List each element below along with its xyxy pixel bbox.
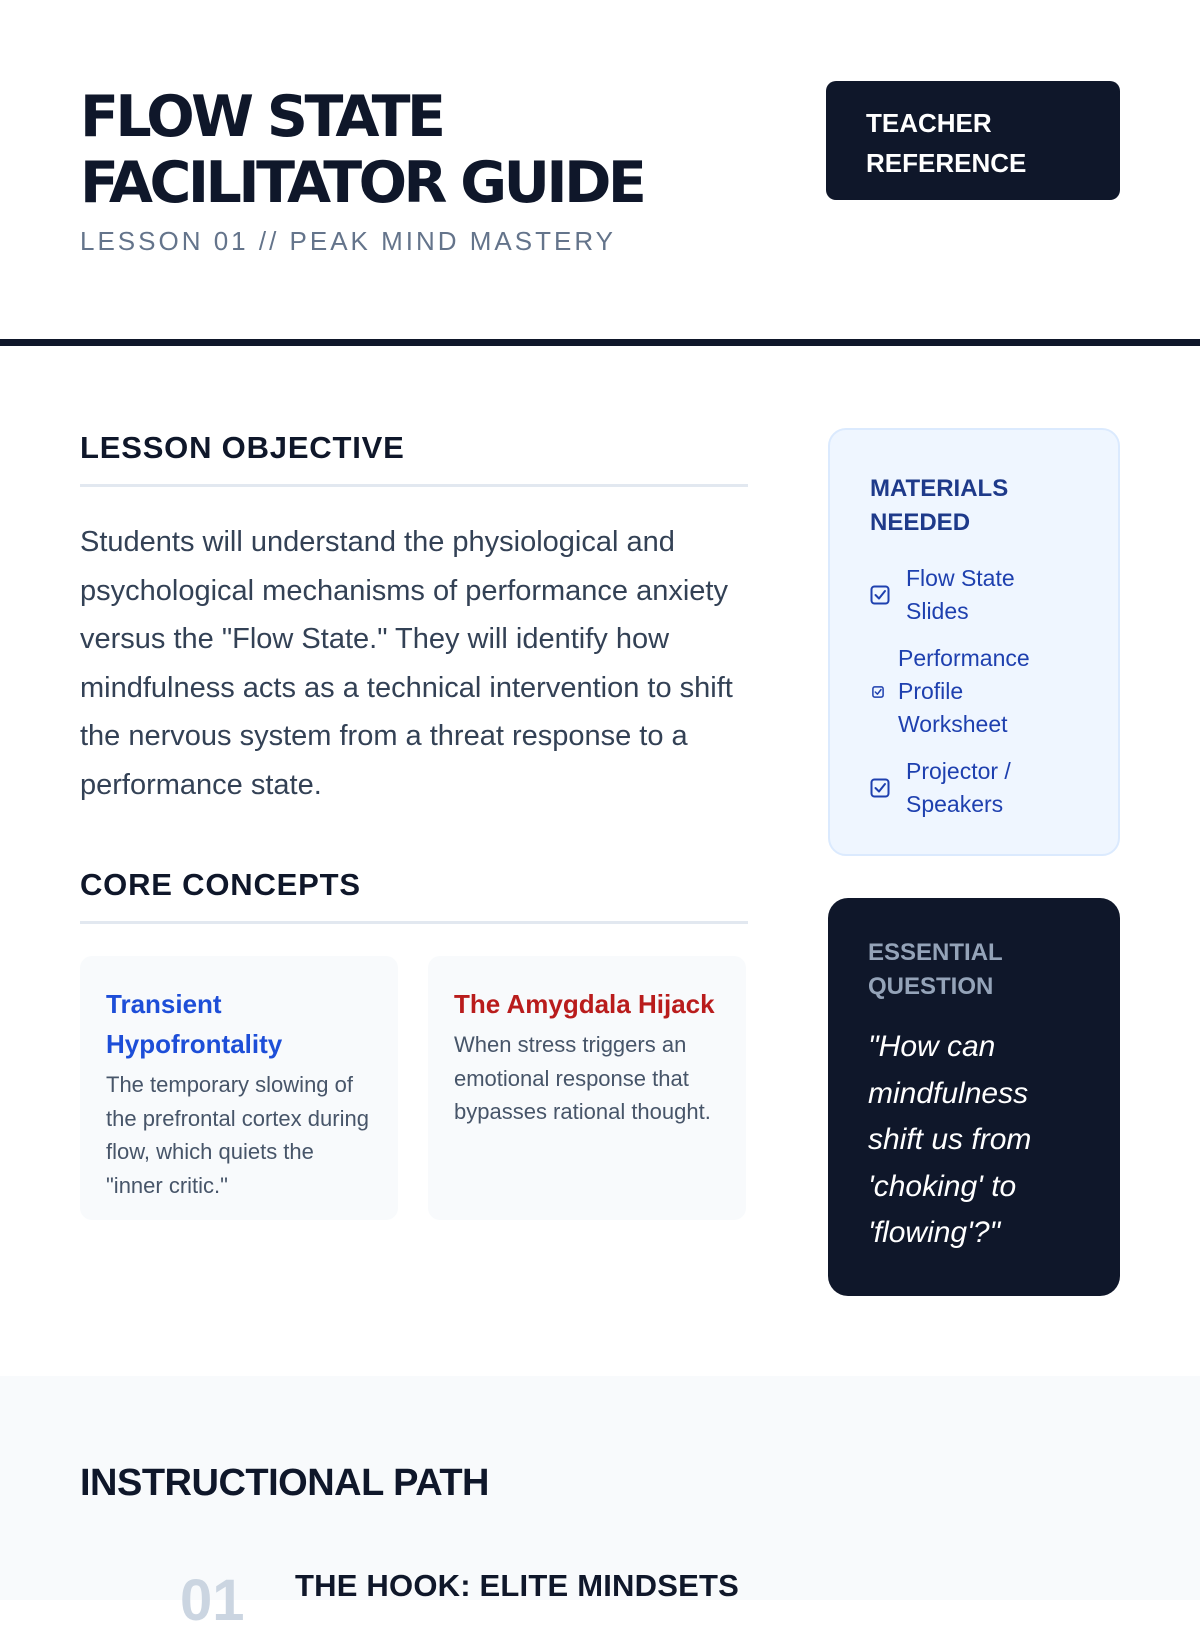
essential-question-card xyxy=(828,898,1120,1296)
essential-question-text: "How can mindfulness shift us from 'choking' to 'flowing'?" xyxy=(868,1030,1032,1249)
concept-body: The temporary slowing of the prefrontal cortex during flow, which quiets the "inner critic." xyxy=(106,1072,369,1198)
badge-line-1: TEACHER xyxy=(866,108,992,138)
concept-card xyxy=(80,956,398,1220)
essential-question-label: ESSENTIAL QUESTION xyxy=(868,939,1003,1000)
check-square-icon xyxy=(870,778,890,798)
lesson-objective-heading: LESSON OBJECTIVE xyxy=(80,430,748,487)
step-number: 01 xyxy=(180,1568,245,1633)
material-label: Projector / Speakers xyxy=(906,758,1011,817)
step-title: THE HOOK: ELITE MINDSETS xyxy=(295,1568,739,1603)
teacher-reference-badge xyxy=(826,81,1120,200)
materials-title: MATERIALS NEEDED xyxy=(870,475,1009,536)
header-divider xyxy=(0,339,1200,346)
material-item xyxy=(870,642,1078,741)
check-square-icon xyxy=(872,686,884,698)
concept-body: When stress triggers an emotional response that bypasses rational thought. xyxy=(454,1032,711,1124)
material-label: Flow State Slides xyxy=(906,565,1015,624)
materials-card xyxy=(828,428,1120,856)
title-line-2: FACILITATOR GUIDE xyxy=(80,150,644,216)
concept-title: The Amygdala Hijack xyxy=(454,989,715,1019)
lesson-objective-text: Students will understand the physiological and psychological mechanisms of performance anxiety versus the "Flow State." They will identify how mindfulness acts as a technical intervention to shift the nervous system from a threat response to a performance state. xyxy=(80,526,733,801)
check-square-icon xyxy=(870,585,890,605)
core-concepts-heading: CORE CONCEPTS xyxy=(80,867,748,924)
material-item xyxy=(870,755,1078,821)
lesson-subtitle: LESSON 01 // PEAK MIND MASTERY xyxy=(80,226,616,256)
title-line-1: FLOW STATE xyxy=(80,84,443,150)
instructional-path-heading: INSTRUCTIONAL PATH xyxy=(80,1462,489,1504)
concept-card xyxy=(428,956,746,1220)
page-title xyxy=(80,84,760,216)
guide-header xyxy=(0,0,1200,340)
concept-title: Transient Hypofrontality xyxy=(106,989,283,1059)
badge-line-2: REFERENCE xyxy=(866,148,1027,178)
material-label: Performance Profile Worksheet xyxy=(898,645,1030,737)
material-item xyxy=(870,562,1078,628)
